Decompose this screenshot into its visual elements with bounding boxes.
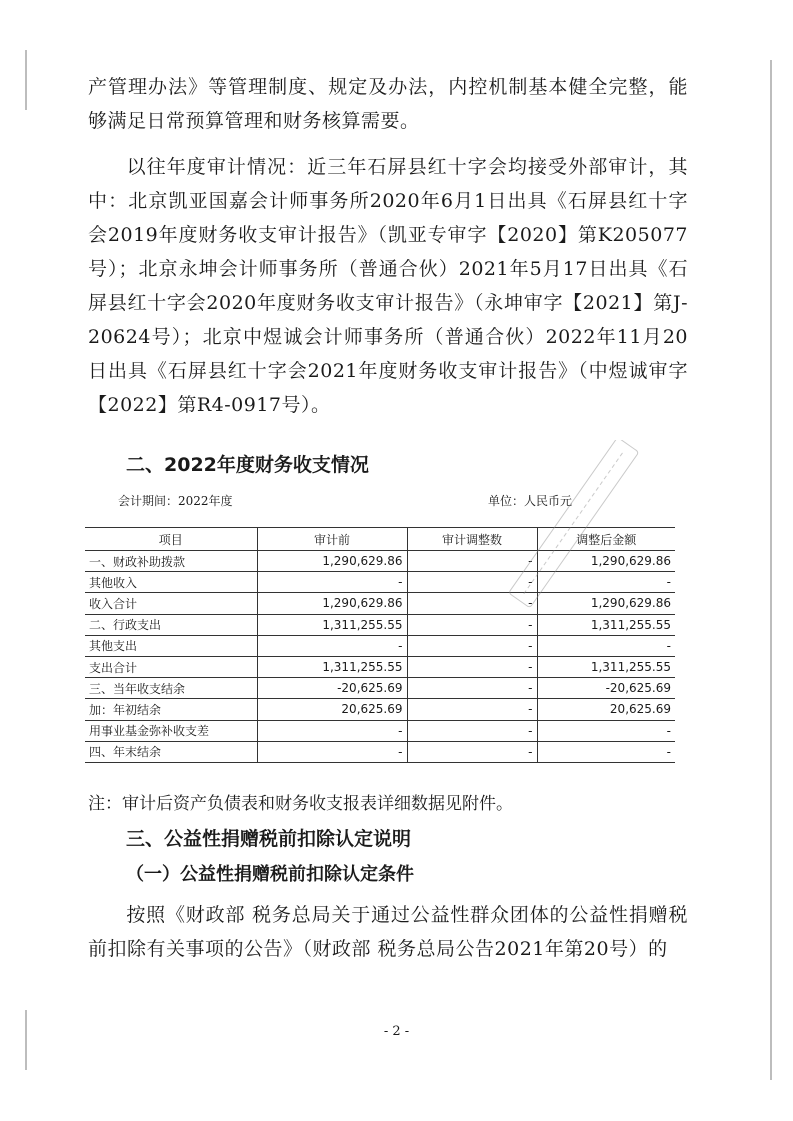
row-after: - — [537, 572, 675, 593]
table-row — [85, 656, 675, 677]
row-adjust: - — [407, 614, 537, 635]
row-item: 三、当年收支结余 — [85, 678, 257, 699]
row-before: -20,625.69 — [257, 678, 407, 699]
table-row — [85, 593, 675, 614]
row-adjust: - — [407, 551, 537, 572]
table-row — [85, 614, 675, 635]
row-after: 20,625.69 — [537, 699, 675, 720]
table-header-row — [85, 528, 675, 551]
row-item: 其他收入 — [85, 572, 257, 593]
row-after: - — [537, 741, 675, 762]
row-after: 1,311,255.55 — [537, 614, 675, 635]
row-before: 1,311,255.55 — [257, 656, 407, 677]
table-row — [85, 699, 675, 720]
row-before: - — [257, 720, 407, 741]
section-heading-3: 三、公益性捐赠税前扣除认定说明 — [126, 828, 412, 850]
row-after: 1,290,629.86 — [537, 551, 675, 572]
row-before: 20,625.69 — [257, 699, 407, 720]
right-margin-line — [770, 60, 772, 1080]
table-unit: 单位：人民币元 — [488, 494, 573, 508]
row-adjust: - — [407, 656, 537, 677]
row-after: - — [537, 635, 675, 656]
row-adjust: - — [407, 572, 537, 593]
page-number: - 2 - — [383, 1024, 410, 1039]
header-item: 项目 — [85, 528, 257, 551]
row-item: 四、年末结余 — [85, 741, 257, 762]
left-margin-line — [25, 1010, 27, 1070]
row-item: 一、财政补助拨款 — [85, 551, 257, 572]
row-after: 1,290,629.86 — [537, 593, 675, 614]
header-after: 调整后金额 — [537, 528, 675, 551]
paragraph-audit-history-text: 以往年度审计情况：近三年石屏县红十字会均接受外部审计，其中：北京凯亚国嘉会计师事务所2020年6月1日出具《石屏县红十字会2019年度财务收支审计报告》（凯亚专审字【2020】第K205077号）；北京永坤会计师事务所（普通合伙）2021年5月17日出具《石屏县红十字会2020年度财务收支审计报告》（永坤审字【2021】第J-20624号）；北京中煜诚会计师事务所（普通合伙）2022年11月20日出具《石屏县红十字会2021年度财务收支审计报告》（中煜诚审字【2022】第R4-0917号）。 — [88, 156, 688, 416]
paragraph-deduction-basis-text: 按照《财政部 税务总局关于通过公益性群众团体的公益性捐赠税前扣除有关事项的公告》（财政部 税务总局公告2021年第20号）的 — [88, 904, 688, 960]
header-adjust: 审计调整数 — [407, 528, 537, 551]
row-before: - — [257, 741, 407, 762]
table-row — [85, 572, 675, 593]
paragraph-deduction-basis — [88, 898, 688, 966]
table-period: 会计期间：2022年度 — [118, 494, 233, 508]
header-before: 审计前 — [257, 528, 407, 551]
row-before: - — [257, 635, 407, 656]
row-item: 用事业基金弥补收支差 — [85, 720, 257, 741]
row-before: 1,290,629.86 — [257, 551, 407, 572]
row-adjust: - — [407, 699, 537, 720]
row-adjust: - — [407, 720, 537, 741]
row-before: 1,311,255.55 — [257, 614, 407, 635]
row-before: - — [257, 572, 407, 593]
table-row — [85, 635, 675, 656]
paragraph-audit-history — [88, 150, 688, 422]
left-margin-line — [25, 50, 27, 110]
row-before: 1,290,629.86 — [257, 593, 407, 614]
table-row — [85, 720, 675, 741]
row-item: 其他支出 — [85, 635, 257, 656]
row-adjust: - — [407, 741, 537, 762]
table-row — [85, 741, 675, 762]
subsection-heading-3-1: （一）公益性捐赠税前扣除认定条件 — [126, 864, 414, 885]
paragraph-intro: 产管理办法》等管理制度、规定及办法，内控机制基本健全完整，能够满足日常预算管理和财务核算需要。 — [88, 76, 688, 132]
row-adjust: - — [407, 635, 537, 656]
table-row — [85, 678, 675, 699]
financial-table — [85, 527, 675, 763]
row-after: -20,625.69 — [537, 678, 675, 699]
row-after: - — [537, 720, 675, 741]
section-heading-2: 二、2022年度财务收支情况 — [126, 454, 369, 476]
row-adjust: - — [407, 593, 537, 614]
row-item: 二、行政支出 — [85, 614, 257, 635]
row-after: 1,311,255.55 — [537, 656, 675, 677]
row-item: 收入合计 — [85, 593, 257, 614]
row-item: 支出合计 — [85, 656, 257, 677]
row-adjust: - — [407, 678, 537, 699]
table-row — [85, 551, 675, 572]
table-note: 注：审计后资产负债表和财务收支报表详细数据见附件。 — [88, 794, 513, 814]
row-item: 加：年初结余 — [85, 699, 257, 720]
